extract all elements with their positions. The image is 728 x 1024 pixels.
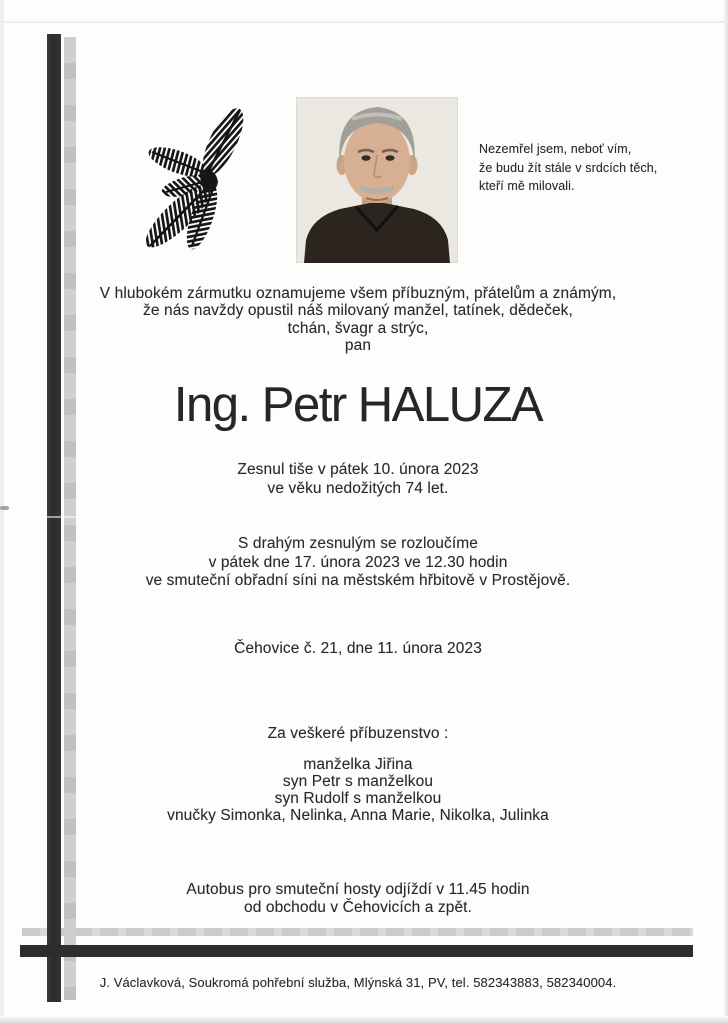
announcement-intro: [8, 285, 708, 355]
intro-line: že nás navždy opustil náš milovaný manžel, tatínek, dědeček,: [143, 302, 573, 320]
vertical-gray-bar: [64, 37, 76, 1000]
quote-line: že budu žít stále v srdcích těch,: [479, 160, 658, 175]
bus-line: od obchodu v Čehovicích a zpět.: [244, 899, 472, 916]
horizontal-black-bar: [20, 945, 693, 957]
scan-edge-bottom: [0, 1016, 728, 1024]
intro-line: pan: [344, 337, 372, 355]
bus-line: Autobus pro smuteční hosty odjíždí v 11.45 hodin: [186, 881, 530, 898]
family-member-line: syn Petr s manželkou: [282, 773, 434, 790]
deceased-name: Ing. Petr HALUZA: [173, 378, 543, 432]
scan-artifact-dash: [0, 506, 9, 510]
family-member-line: vnučky Simonka, Nelinka, Anna Marie, Nikolka, Julinka: [167, 807, 549, 824]
intro-line: V hlubokém zármutku oznamujeme všem příbuzným, přátelům a známým,: [99, 285, 617, 302]
family-list: [8, 756, 708, 824]
death-line: ve věku nedožitých 74 let.: [267, 480, 449, 497]
family-member-line: syn Rudolf s manželkou: [274, 790, 442, 807]
farewell-line: v pátek dne 17. února 2023 ve 12.30 hodin: [208, 553, 508, 571]
funeral-service-footer: J. Václavková, Soukromá pohřební služba, Mlýnská 31, PV, tel. 582343883, 582340004.: [99, 975, 617, 990]
quote-line: Nezemřel jsem, neboť vím,: [479, 142, 632, 156]
vertical-black-bar: [47, 34, 61, 1002]
bus-info-block: [8, 881, 708, 917]
place-dateline: Čehovice č. 21, dne 11. února 2023: [234, 640, 482, 657]
scan-edge-right: [723, 0, 728, 1024]
horizontal-gray-bar: [22, 928, 693, 936]
farewell-block: [8, 535, 708, 591]
farewell-line: ve smuteční obřadní síni na městském hřbitově v Prostějově.: [145, 572, 571, 590]
intro-line: tchán, švagr a strýc,: [287, 319, 429, 337]
deceased-portrait-photo: [296, 97, 458, 263]
memorial-quote: [479, 140, 689, 196]
quote-line: kteří mě milovali.: [479, 179, 575, 193]
death-date-block: [8, 460, 708, 498]
family-member-line: manželka Jiřina: [303, 756, 413, 773]
pine-branch-icon: [138, 102, 264, 252]
farewell-line: S drahým zesnulým se rozloučíme: [238, 535, 478, 552]
family-heading: Za veškeré příbuzenstvo :: [267, 725, 449, 742]
death-line: Zesnul tiše v pátek 10. února 2023: [237, 461, 479, 478]
scan-artifact-seam: [44, 516, 82, 518]
scan-edge-top: [0, 21, 728, 23]
scan-edge-left: [0, 0, 4, 1024]
